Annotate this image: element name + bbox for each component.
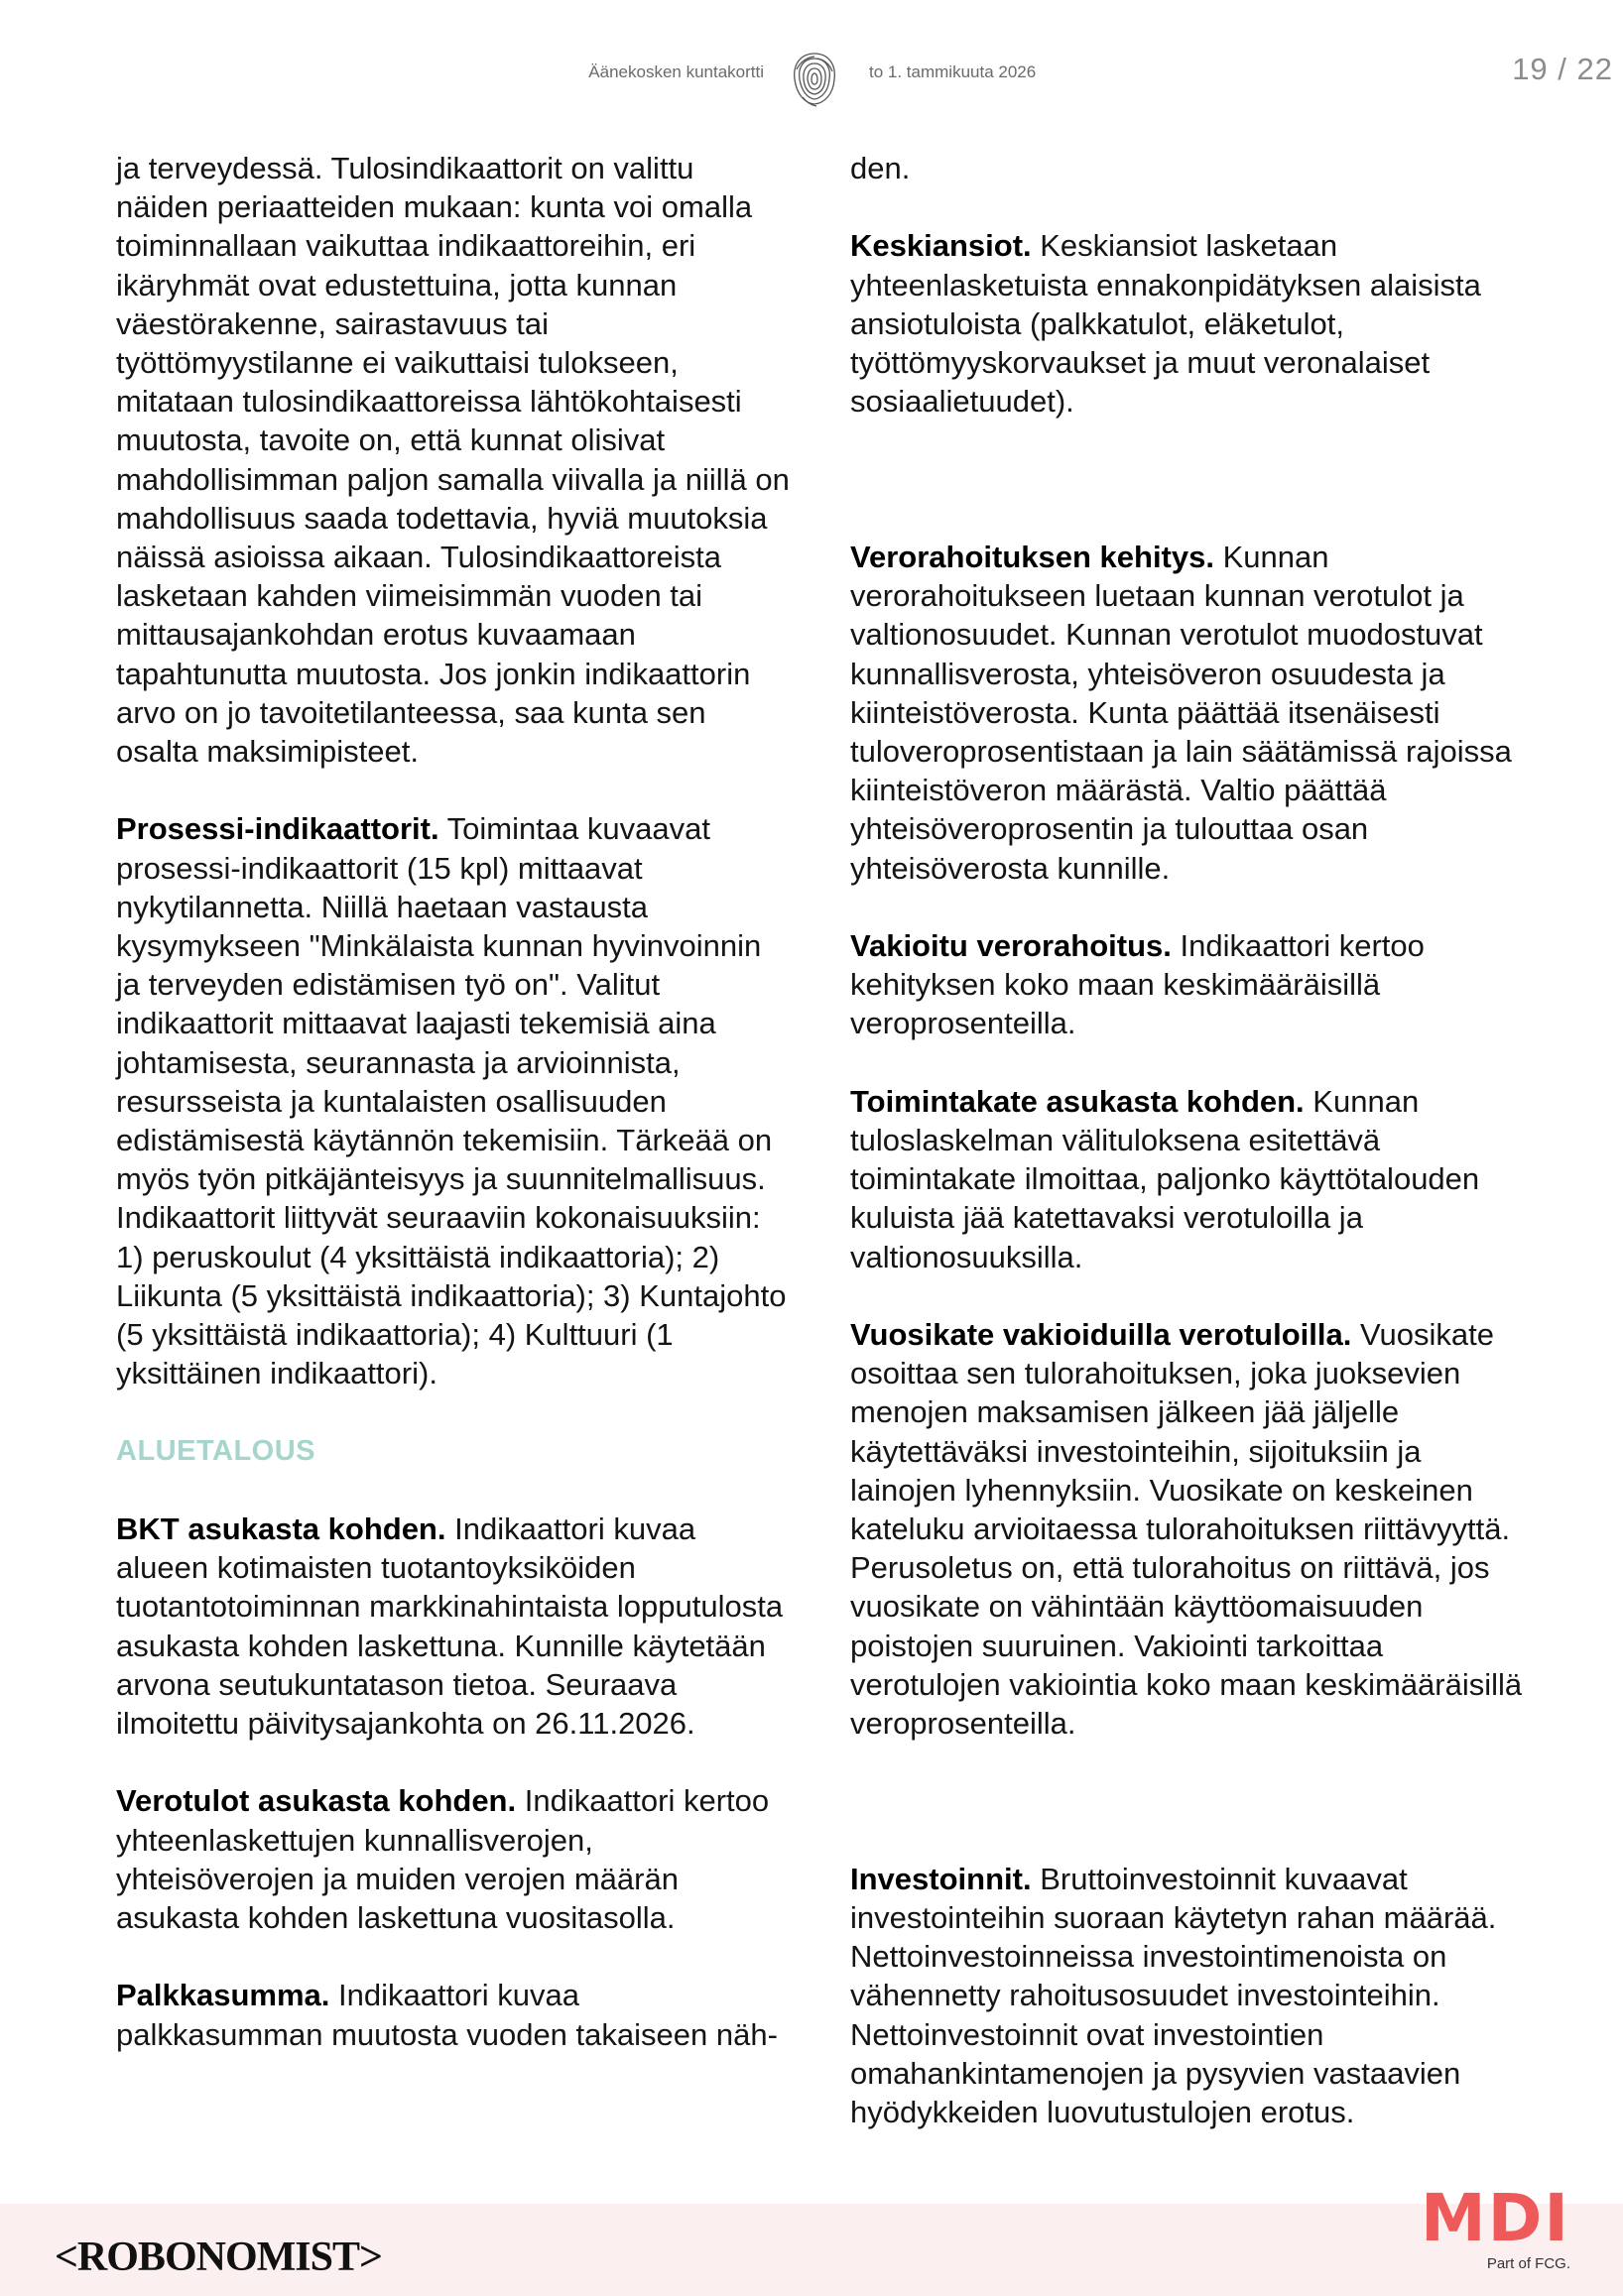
term-vakioitu-verorahoitus: Vakioitu verorahoitus. [850, 928, 1172, 964]
mdi-tagline: Part of FCG. [1486, 2255, 1570, 2272]
header-date: to 1. tammikuuta 2026 [869, 62, 1037, 81]
investoinnit-text: Bruttoinvestoinnit kuvaavat investointeihin suoraan käytetyn rahan määrää. Nettoinvestoinneissa investointimenoista on vähennetty rahoitusosuudet investointeihin. Nettoinvestoinnit ovat investointien omahankintamenojen ja pysyvien vastaavien hyödykkeiden luovutustulojen erotus. [850, 1861, 1497, 2130]
tulosindikaattorit-paragraph: ja terveydessä. Tulosindikaattorit on valittu näiden periaatteiden mukaan: kunta voi omalla toiminnallaan vaikuttaa indikaattoreihin, eri ikäryhmät ovat edustettuina, jotta kunnan väestörakenne, sairastavuus tai työttömyystilanne ei vaikuttaisi tulokseen, mitataan tulosindikaattoreissa lähtökohtaisesti muutosta, tavoite on, että kunnat olisivat mahdollisimman paljon samalla viivalla ja niillä on mahdollisuus saada todettavia, hyviä muutoksia näissä asioissa aikaan. Tulosindikaattoreista lasketaan kahden viimeisimmän vuoden tai mittausajankohdan erotus kuvaamaan tapahtunutta muutosta. Jos jonkin indikaattorin arvo on jo tavoitetilanteessa, saa kunta sen osalta maksimipisteet. [116, 151, 790, 770]
term-vuosikate: Vuosikate vakioiduilla verotuloilla. [850, 1317, 1352, 1353]
fingerprint-icon [787, 48, 842, 109]
page-footer [0, 2180, 1623, 2296]
verotulot-text: Indikaattori kertoo yhteenlaskettujen kunnallisverojen, yhteisöverojen ja muiden verojen määrän asukasta kohden laskettuna vuositasolla. [116, 1783, 770, 1936]
term-verorahoituksen-kehitys: Verorahoituksen kehitys. [850, 540, 1214, 574]
keskiansiot-paragraph [850, 226, 1525, 421]
term-toimintakate: Toimintakate asukasta kohden. [850, 1083, 1305, 1119]
header-municipality: Äänekosken kuntakortti [588, 62, 764, 81]
bkt-paragraph [116, 1510, 791, 1743]
bkt-text: Indikaattori kuvaa alueen kotimaisten tuotantoyksiköiden tuotantotoiminnan markkinahintaista lopputulosta asukasta kohden laskettuna. Kunnille käytetään arvona seutukuntatason tietoa. Seuraava ilmoitettu päivitysajankohta on 26.11.2026. [116, 1511, 784, 1742]
verorahoitus-text: Kunnan verorahoitukseen luetaan kunnan verotulot ja valtionosuudet. Kunnan verotulot muodostuvat kunnallisverosta, yhteisöveron osuudesta ja kiinteistöverosta. Kunta päättää itsenäisesti tuloveroprosentistaan ja lain säätämissä rajoissa kiinteistöveron määrästä. Valtio päättää yhteisöveroprosentin ja tulouttaa osan yhteisöverosta kunnille. [850, 540, 1512, 886]
page-header [0, 48, 1623, 107]
robonomist-logo: <ROBONOMIST> [55, 2235, 382, 2280]
term-bkt: BKT asukasta kohden. [116, 1511, 446, 1547]
palkkasumma-text: Indikaattori kuvaa palkkasumman muutosta vuoden takaiseen näh- [116, 1978, 778, 2052]
term-investoinnit: Investoinnit. [850, 1861, 1032, 1896]
continued-text: den. [850, 151, 911, 185]
term-keskiansiot: Keskiansiot. [850, 228, 1032, 264]
term-prosessi-indikaattorit: Prosessi-indikaattorit. [116, 811, 439, 847]
toimintakate-text: Kunnan tuloslaskelman välituloksena esitettävä toimintakate ilmoittaa, paljonko käyttötalouden kuluista jää katettavaksi verotuloilla ja valtionosuuksilla. [850, 1083, 1480, 1274]
palkkasumma-paragraph [116, 1976, 791, 2053]
verorahoitus-paragraph [850, 538, 1525, 888]
page-number: 19 / 22 [1512, 52, 1613, 86]
left-column [116, 149, 791, 2054]
term-verotulot: Verotulot asukasta kohden. [116, 1783, 517, 1819]
mdi-logo [1420, 2180, 1570, 2272]
prosessi-indikaattorit-text: Toimintaa kuvaavat prosessi-indikaattorit (15 kpl) mittaavat nykytilannetta. Niillä haetaan vastausta kysymykseen "Minkälaista kunnan hyvinvoinnin ja terveyden edistämisen työ on". Valitut indikaattorit mittaavat laajasti tekemisiä aina johtamisesta, seurannasta ja arvioinnista, resursseista ja kuntalaisten osallisuuden edistämisestä käytännön tekemisiin. Tärkeää on myös työn pitkäjänteisyys ja suunnitelmallisuus. Indikaattorit liittyvät seuraaviin kokonaisuuksiin: 1) peruskoulut (4 yksittäistä indikaattoria); 2) Liikunta (5 yksittäistä indikaattoria); 3) Kuntajohto (5 yksittäistä indikaattoria); 4) Kulttuuri (1 yksittäinen indikaattori). [116, 811, 787, 1391]
right-column [850, 149, 1525, 2131]
vuosikate-text: Vuosikate osoittaa sen tulorahoituksen, joka juoksevien menojen maksamisen jälkeen jää jäljelle käytettäväksi investointeihin, sijoituksiin ja lainojen lyhennyksiin. Vuosikate on keskeinen kateluku arvioitaessa tulorahoituksen riittävyyttä. Perusoletus on, että tulorahoitus on riittävä, jos vuosikate on vähintään käyttöomaisuuden poistojen suuruinen. Vakiointi tarkoittaa verotulojen vakiointia koko maan keskimääräisillä veroprosenteilla. [850, 1317, 1523, 1742]
toimintakate-paragraph [850, 1082, 1525, 1276]
investoinnit-paragraph [850, 1860, 1525, 2131]
verotulot-paragraph [116, 1781, 791, 1937]
vakioitu-verorahoitus-text: Indikaattori kertoo kehityksen koko maan keskimääräisillä veroprosenteilla. [850, 928, 1425, 1041]
term-palkkasumma: Palkkasumma. [116, 1978, 330, 2013]
mdi-wordmark: MDI [1420, 2180, 1570, 2256]
keskiansiot-text: Keskiansiot lasketaan yhteenlasketuista ennakonpidätyksen alaisista ansiotuloista (palkkatulot, eläketulot, työttömyyskorvaukset ja muut veronalaiset sosiaalietuudet). [850, 228, 1481, 420]
prosessi-indikaattorit-paragraph [116, 809, 791, 1392]
section-heading-aluetalous: ALUETALOUS [116, 1434, 316, 1467]
vakioitu-verorahoitus-paragraph [850, 926, 1525, 1043]
vuosikate-paragraph [850, 1315, 1525, 1743]
